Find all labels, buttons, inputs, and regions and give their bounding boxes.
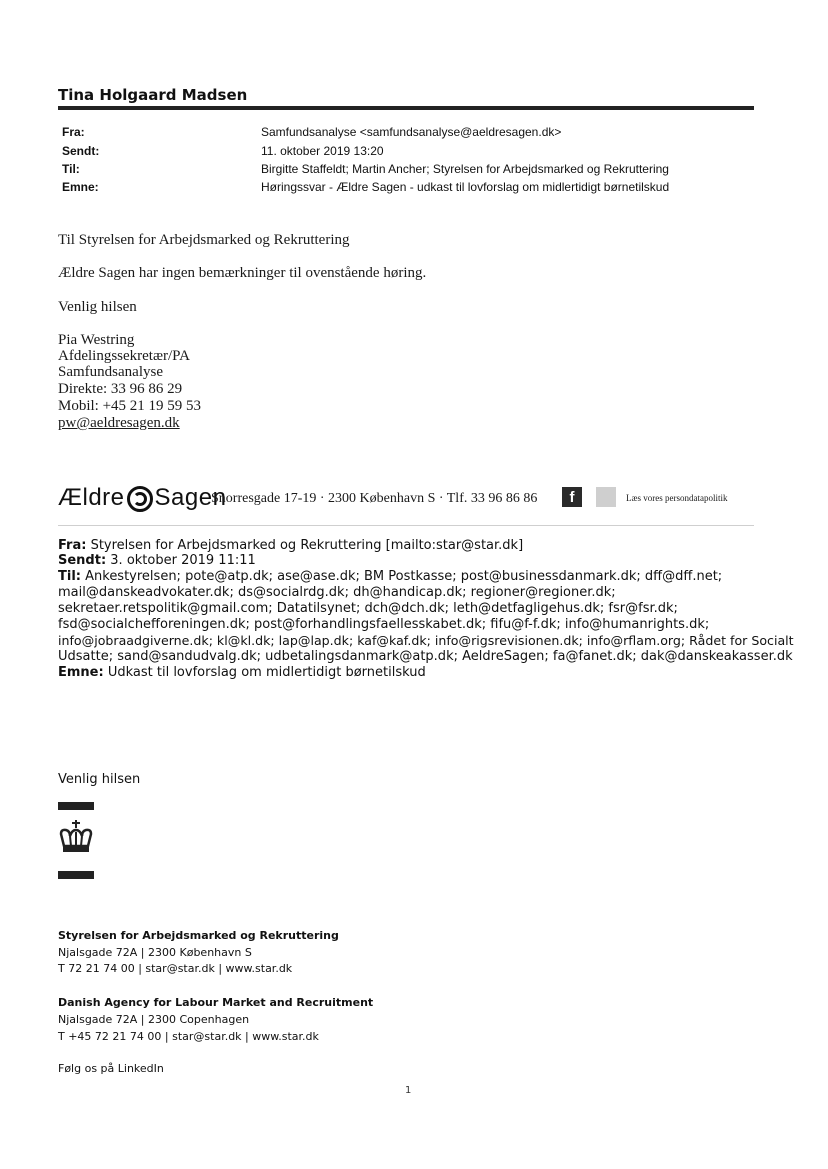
agency-contact-en: T +45 72 21 74 00 | star@star.dk | www.star.dk [58,1030,319,1043]
sent-label: Sendt: [62,144,100,158]
message: Ældre Sagen har ingen bemærkninger til ovenstående høring. [58,265,427,281]
forward-to [58,569,722,584]
banner-divider [58,525,754,526]
forward-sent [58,553,256,568]
forward-from-label: Fra: [58,538,87,553]
agency-address-en: Njalsgade 72A | 2300 Copenhagen [58,1013,250,1026]
forward-subject [58,665,426,680]
salutation: Til Styrelsen for Arbejdsmarked og Rekruttering [58,232,350,248]
to-value: Birgitte Staffeldt; Martin Ancher; Styrelsen for Arbejdsmarked og Rekruttering [261,162,669,176]
signature-name: Pia Westring [58,332,135,348]
privacy-policy-link[interactable]: Læs vores persondatapolitik [626,493,728,503]
from-label: Fra: [62,125,85,139]
forward-to-line: Udsatte; sand@sandudvalg.dk; udbetalingsdanmark@atp.dk; AeldreSagen; fa@fanet.dk; dak@danskeakasser.dk [58,649,793,664]
forward-to-line: mail@danskeadvokater.dk; ds@socialrdg.dk; dh@handicap.dk; regioner@regioner.dk; [58,585,616,600]
forward-subject-label: Emne: [58,665,104,680]
signature-direct-phone: Direkte: 33 96 86 29 [58,381,183,397]
signature-email-link[interactable]: pw@aeldresagen.dk [58,415,180,431]
agency-contact-da: T 72 21 74 00 | star@star.dk | www.star.dk [58,962,293,975]
from-value: Samfundsanalyse <samfundsanalyse@aeldresagen.dk> [261,125,562,139]
forward-sent-label: Sendt: [58,553,107,568]
agency-address-da: Njalsgade 72A | 2300 København S [58,946,252,959]
closing: Venlig hilsen [58,299,137,315]
email-sender-name: Tina Holgaard Madsen [58,86,248,104]
agency-closing: Venlig hilsen [58,772,141,787]
forward-sent-value: 3. oktober 2019 11:11 [106,553,256,568]
forward-to-line: fsd@socialchefforeningen.dk; post@forhandlingsfaellesskabet.dk; fifu@f-f.dk; info@humanrights.dk; [58,617,710,632]
org-address: Snorresgade 17-19 · 2300 København S · Tlf. 33 96 86 86 [211,491,538,506]
header-divider [58,106,754,110]
forward-from-value: Styrelsen for Arbejdsmarked og Rekruttering [mailto:star@star.dk] [86,538,524,553]
placeholder-image-icon [596,487,616,507]
forward-to-line: Ankestyrelsen; pote@atp.dk; ase@ase.dk; BM Postkasse; post@businessdanmark.dk; dff@dff.net; [80,569,723,584]
forward-to-line: sekretaer.retspolitik@gmail.com; Datatilsynet; dch@dch.dk; leth@detfagligehus.dk; fsr@fsr.dk; [58,601,678,616]
forward-subject-value: Udkast til lovforslag om midlertidigt børnetilskud [103,665,426,680]
forward-from [58,538,523,553]
logo-ring-icon [127,486,153,512]
page-number: 1 [405,1085,412,1096]
agency-name-en: Danish Agency for Labour Market and Recruitment [58,996,374,1009]
subject-value: Høringssvar - Ældre Sagen - udkast til lovforslag om midlertidigt børnetilskud [261,180,670,194]
signature-mobile: Mobil: +45 21 19 59 53 [58,398,202,414]
crown-icon [56,818,96,856]
forward-to-label: Til: [58,569,81,584]
sent-value: 11. oktober 2019 13:20 [261,144,384,158]
linkedin-link[interactable]: Følg os på LinkedIn [58,1062,164,1075]
facebook-icon[interactable]: f [562,487,582,507]
logo-text-left: Ældre [58,484,125,511]
to-label: Til: [62,162,80,176]
logo-bar-bottom [58,871,94,879]
aeldresagen-logo [58,481,226,515]
agency-name-da: Styrelsen for Arbejdsmarked og Rekruttering [58,929,339,942]
signature-title: Afdelingssekretær/PA [58,348,190,364]
logo-bar-top [58,802,94,810]
signature-department: Samfundsanalyse [58,364,163,380]
subject-label: Emne: [62,180,99,194]
logo-text-right: Sagen [154,484,227,511]
forward-to-line: info@jobraadgiverne.dk; kl@kl.dk; lap@lap.dk; kaf@kaf.dk; info@rigsrevisionen.dk; info@rflam.org; Rådet for Socialt [58,633,794,648]
